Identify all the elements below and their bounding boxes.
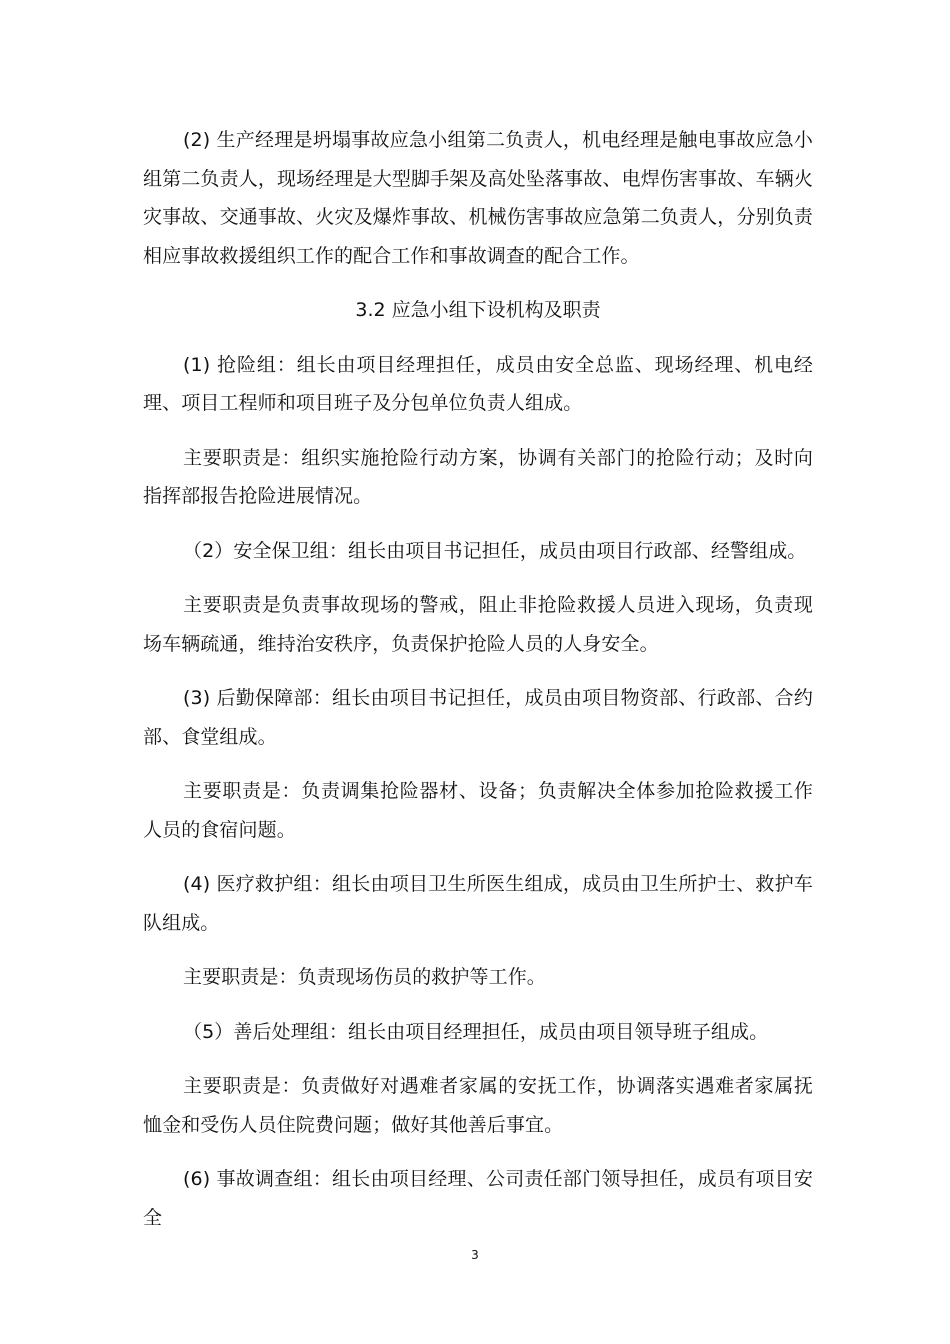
document-body [143, 121, 813, 1253]
paragraph-rescue-duties: 主要职责是：组织实施抢险行动方案，协调有关部门的抢险行动；及时向指挥部报告抢险进展情况。 [143, 446, 813, 507]
paragraph-rescue-group: (1) 抢险组：组长由项目经理担任，成员由安全总监、现场经理、机电经理、项目工程师和项目班子及分包单位负责人组成。 [143, 353, 813, 414]
paragraph-aftermath-duties: 主要职责是：负责做好对遇难者家属的安抚工作，协调落实遇难者家属抚恤金和受伤人员住院费问题；做好其他善后事宜。 [143, 1075, 813, 1136]
paragraph-second-responsible: (2) 生产经理是坍塌事故应急小组第二负责人，机电经理是触电事故应急小组第二负责人，现场经理是大型脚手架及高处坠落事故、电焊伤害事故、车辆火灾事故、交通事故、火灾及爆炸事故、机械伤害事故应急第二负责人，分别负责相应事故救援组织工作的配合工作和事故调查的配合工作。 [143, 129, 813, 267]
paragraph-investigation-group: (6) 事故调查组：组长由项目经理、公司责任部门领导担任，成员有项目安全 [143, 1168, 813, 1229]
paragraph-security-group: （2）安全保卫组：组长由项目书记担任，成员由项目行政部、经警组成。 [183, 539, 807, 562]
paragraph-aftermath-group: （5）善后处理组：组长由项目经理担任，成员由项目领导班子组成。 [183, 1020, 769, 1043]
paragraph-security-duties: 主要职责是负责事故现场的警戒，阻止非抢险救援人员进入现场，负责现场车辆疏通，维持治安秩序，负责保护抢险人员的人身安全。 [143, 594, 813, 655]
paragraph-logistics-group: (3) 后勤保障部：组长由项目书记担任，成员由项目物资部、行政部、合约部、食堂组成。 [143, 687, 813, 748]
page-number: 3 [471, 1248, 479, 1262]
paragraph-logistics-duties: 主要职责是：负责调集抢险器材、设备；负责解决全体参加抢险救援工作人员的食宿问题。 [143, 780, 813, 841]
section-heading: 3.2 应急小组下设机构及职责 [355, 299, 601, 321]
paragraph-medical-duties: 主要职责是：负责现场伤员的救护等工作。 [183, 966, 546, 988]
paragraph-medical-group: (4) 医疗救护组：组长由项目卫生所医生组成，成员由卫生所护士、救护车队组成。 [143, 873, 813, 934]
